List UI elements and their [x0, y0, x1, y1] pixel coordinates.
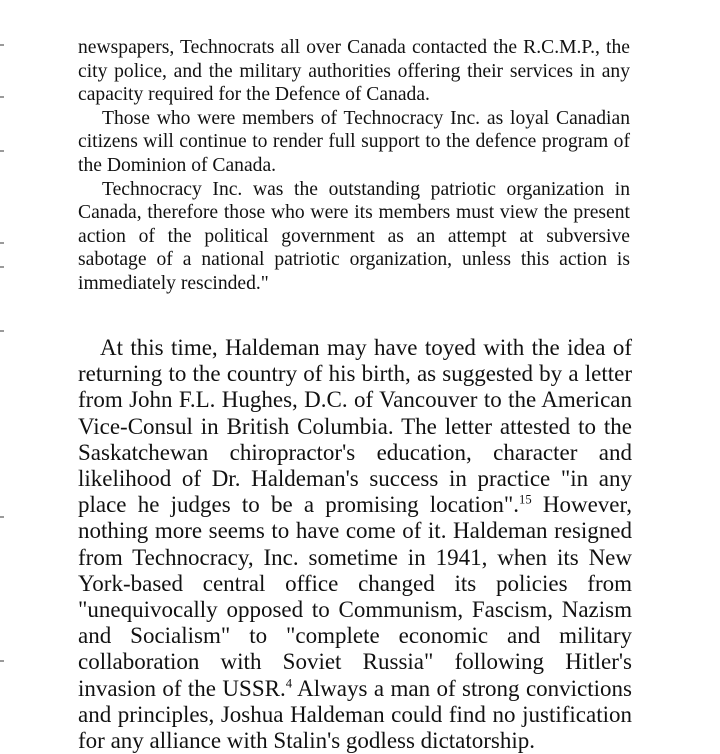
body-paragraph — [78, 335, 632, 754]
text-segment: However, nothing more seems to have come of it. Haldeman resigned from Technocracy, Inc. sometime in 1941, when its New York-based central office changed its policies from "unequivocally opposed to Communism, Fascism, Nazism and Socialism" to "complete economic and military collaboration with Soviet Russia" following Hitler's invasion of the USSR. — [78, 492, 633, 701]
text-segment: At this time, Haldeman may have toyed with the idea of returning to the country of his birth, as suggested by a letter from John F.L. Hughes, D.C. of Vancouver to the American Vice-Consul in British Columbia. The letter attested to the Saskatchewan chiropractor's education, character and likelihood of Dr. Haldeman's success in practice "in any place he judges to be a promising location". — [78, 335, 632, 518]
paragraph — [78, 335, 632, 754]
footnote-ref: 4 — [285, 675, 293, 690]
quote-paragraph: Technocracy Inc. was the outstanding patriotic organization in Canada, therefore those who were its members must view the present action of the political government as an attempt at subversive sabotage of a national patriotic organization, unless this action is immediately rescinded." — [78, 178, 630, 294]
quote-paragraph: Those who were members of Technocracy Inc. as loyal Canadian citizens will continue to render full support to the defence program of the Dominion of Canada. — [78, 107, 630, 176]
footnote-ref: 15 — [519, 492, 532, 507]
block-quote — [78, 36, 630, 296]
text-segment: Always a man of strong convictions and principles, Joshua Haldeman could find no justification for any alliance with Stalin's godless dictatorship. — [78, 675, 632, 754]
quote-paragraph: newspapers, Technocrats all over Canada contacted the R.C.M.P., the city police, and the military authorities offering their services in any capacity required for the Defence of Canada. — [78, 37, 630, 106]
page-edge-marks — [0, 0, 8, 707]
